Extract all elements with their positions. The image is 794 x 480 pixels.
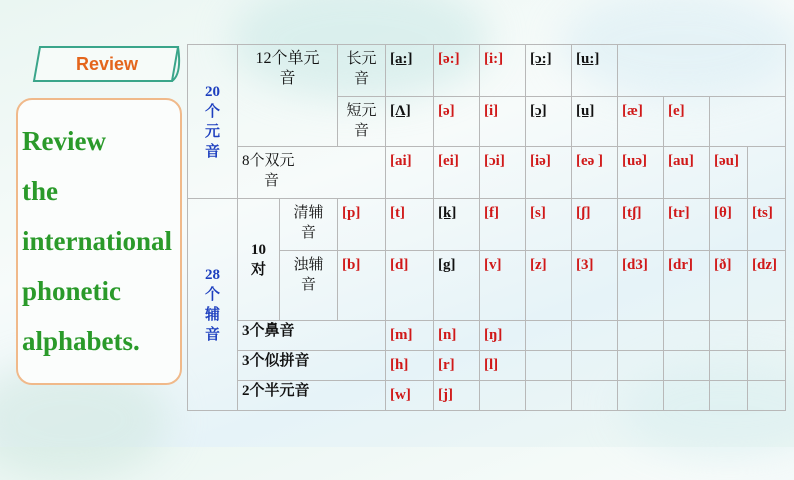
symbol-cell: [Λ] xyxy=(386,97,434,147)
review-tag-label: Review xyxy=(75,53,139,74)
empty-cell xyxy=(710,381,748,411)
symbol-cell: [i] xyxy=(480,97,526,147)
empty-cell xyxy=(664,321,710,351)
symbol-cell: [ts] xyxy=(748,199,786,251)
row-similar xyxy=(188,351,786,381)
empty-cell xyxy=(748,321,786,351)
symbol-cell: [ʃ] xyxy=(572,199,618,251)
symbol-cell: [ð] xyxy=(710,251,748,321)
review-line: phonetic xyxy=(22,276,122,306)
symbol-cell: [au] xyxy=(664,147,710,199)
empty-cell xyxy=(618,45,786,97)
empty-cell xyxy=(480,381,526,411)
review-tag xyxy=(32,44,182,84)
symbol-cell: [eə ] xyxy=(572,147,618,199)
empty-cell xyxy=(572,381,618,411)
long-vowel-label: 长元 音 xyxy=(338,45,386,97)
empty-cell xyxy=(710,321,748,351)
similar-label: 3个似拼音 xyxy=(238,351,386,381)
symbol-cell: [v] xyxy=(480,251,526,321)
review-line: international xyxy=(22,226,173,256)
symbol-cell: [u:] xyxy=(572,45,618,97)
empty-cell xyxy=(664,381,710,411)
empty-cell xyxy=(664,351,710,381)
symbol-cell: [æ] xyxy=(618,97,664,147)
empty-cell xyxy=(526,381,572,411)
symbol-cell: [tr] xyxy=(664,199,710,251)
nasal-label: 3个鼻音 xyxy=(238,321,386,351)
vowel-group-label: 20 个 元 音 xyxy=(188,45,238,199)
empty-cell xyxy=(572,351,618,381)
symbol-cell: [ai] xyxy=(386,147,434,199)
review-line: the xyxy=(22,176,58,206)
semi-label: 2个半元音 xyxy=(238,381,386,411)
symbol-cell: [p] xyxy=(338,199,386,251)
symbol-cell: [əu] xyxy=(710,147,748,199)
symbol-cell: [m] xyxy=(386,321,434,351)
empty-cell xyxy=(526,351,572,381)
review-line: Review xyxy=(22,126,106,156)
empty-cell xyxy=(748,147,786,199)
review-card xyxy=(16,98,182,385)
symbol-cell: [ɔi] xyxy=(480,147,526,199)
symbol-cell: [ɔ:] xyxy=(526,45,572,97)
empty-cell xyxy=(618,351,664,381)
symbol-cell: [i:] xyxy=(480,45,526,97)
symbol-cell: [tʃ] xyxy=(618,199,664,251)
symbol-cell: [ə:] xyxy=(434,45,480,97)
symbol-cell: [l] xyxy=(480,351,526,381)
symbol-cell: [ŋ] xyxy=(480,321,526,351)
symbol-cell: [a:] xyxy=(386,45,434,97)
phonetic-table xyxy=(187,44,786,411)
symbol-cell: [r] xyxy=(434,351,480,381)
symbol-cell: [h] xyxy=(386,351,434,381)
row-semi xyxy=(188,381,786,411)
symbol-cell: [u] xyxy=(572,97,618,147)
symbol-cell: [dz] xyxy=(748,251,786,321)
diphthong-label: 8个双元 音 xyxy=(238,147,386,199)
symbol-cell: [s] xyxy=(526,199,572,251)
short-vowel-label: 短元 音 xyxy=(338,97,386,147)
voiced-label: 浊辅 音 xyxy=(280,251,338,321)
symbol-cell: [ɔ] xyxy=(526,97,572,147)
row-diphthongs xyxy=(188,147,786,199)
empty-cell xyxy=(748,351,786,381)
symbol-cell: [ei] xyxy=(434,147,480,199)
row-nasal xyxy=(188,321,786,351)
row-long-vowels xyxy=(188,45,786,97)
symbol-cell: [j] xyxy=(434,381,480,411)
consonant-group-label: 28 个 辅 音 xyxy=(188,199,238,411)
symbol-cell: [e] xyxy=(664,97,710,147)
symbol-cell: [d] xyxy=(386,251,434,321)
symbol-cell: [z] xyxy=(526,251,572,321)
monophthong-label: 12个单元 音 xyxy=(238,45,338,147)
empty-cell xyxy=(572,321,618,351)
symbol-cell: [iə] xyxy=(526,147,572,199)
row-voiceless xyxy=(188,199,786,251)
symbol-cell: [t] xyxy=(386,199,434,251)
symbol-cell: [k] xyxy=(434,199,480,251)
pairs-label: 10 对 xyxy=(238,199,280,321)
symbol-cell: [3] xyxy=(572,251,618,321)
symbol-cell: [b] xyxy=(338,251,386,321)
symbol-cell: [ə] xyxy=(434,97,480,147)
symbol-cell: [n] xyxy=(434,321,480,351)
empty-cell xyxy=(618,321,664,351)
empty-cell xyxy=(748,381,786,411)
empty-cell xyxy=(618,381,664,411)
symbol-cell: [f] xyxy=(480,199,526,251)
voiceless-label: 清辅 音 xyxy=(280,199,338,251)
review-line: alphabets. xyxy=(22,326,140,356)
symbol-cell: [d3] xyxy=(618,251,664,321)
symbol-cell: [uə] xyxy=(618,147,664,199)
empty-cell xyxy=(710,97,786,147)
symbol-cell: [dr] xyxy=(664,251,710,321)
empty-cell xyxy=(526,321,572,351)
symbol-cell: [θ] xyxy=(710,199,748,251)
empty-cell xyxy=(710,351,748,381)
symbol-cell: [g] xyxy=(434,251,480,321)
symbol-cell: [w] xyxy=(386,381,434,411)
